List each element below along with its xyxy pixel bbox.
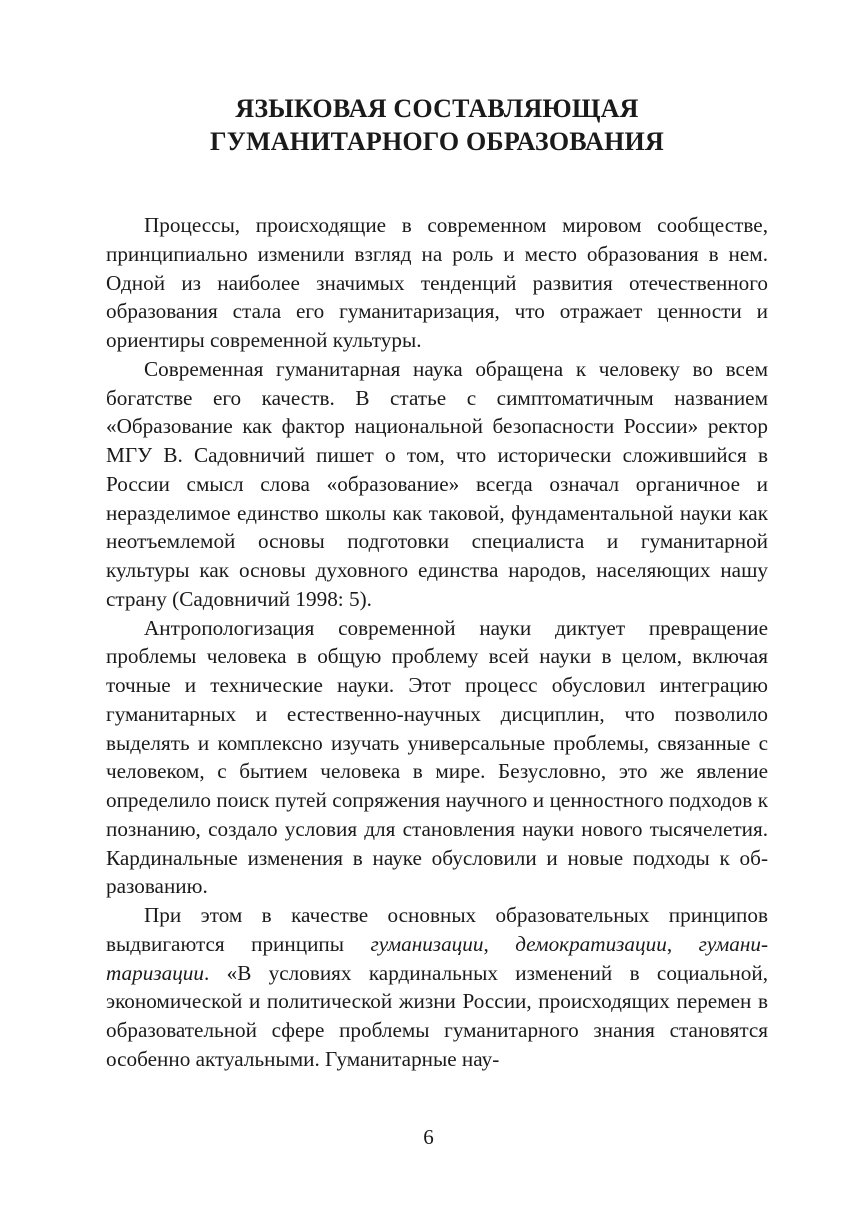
term-humanitarization: гуманитаризации	[106, 931, 768, 985]
term-humanization: гуманизации	[370, 931, 484, 956]
body-text	[106, 211, 768, 1074]
paragraph-2: Современная гуманитарная наука обращена к человеку во всем богатстве его качеств. В статье с симптоматичным названием «Образование как фактор национальной безопасности России» ректор МГУ В. Садовничий пишет о том, что исторически сложившийся в России смысл слова «образование» всегда означал органичное и неразделимое единство школы как таковой, фундаментальной науки как неотъемлемой основы подготовки специалиста и гуманитарной культуры как основы духовного единства народов, населяющих нашу страну (Садовничий 1998: 5).	[106, 356, 768, 611]
chapter-title-line-1: ЯЗЫКОВАЯ СОСТАВЛЯЮЩАЯ	[235, 94, 639, 123]
chapter-title-line-2: ГУМАНИТАРНОГО ОБРАЗОВАНИЯ	[210, 127, 664, 156]
paragraph-4	[106, 901, 768, 1074]
chapter-title	[106, 92, 768, 158]
paragraph-4-rest: . «В условиях кардинальных изменений в социальной, экономической и политической жизни России, происходящих перемен в образовательной сфере проблемы гуманитарного знания становятся особенно актуальными. Гуманитарные нау-	[106, 960, 768, 1071]
paragraph-3: Антропологизация современной науки диктует превращение проблемы человека в общую проблему всей науки в целом, включая точные и технические науки. Этот процесс обусловил интеграцию гуманитарных и естественно-научных дисциплин, что позволило выделять и комплексно изучать универсальные проблемы, связанные с человеком, с бытием человека в мире. Безусловно, это же явление определило поиск путей сопряжения научного и ценностного подходов к познанию, создало условия для становления науки нового тысячелетия. Кардинальные изменения в науке обусловили и новые подходы к образованию.	[106, 615, 768, 899]
term-separator: ,	[666, 931, 699, 956]
term-democratization: демократизации	[515, 931, 667, 956]
term-separator: ,	[483, 931, 516, 956]
paragraph-1: Процессы, происходящие в современном мировом сообществе, принципиально изменили взгляд на роль и место образования в нем. Одной из наиболее значимых тенденций развития отечественного образования стала его гуманитаризация, что отражает ценности и ориентиры современной культуры.	[106, 213, 768, 352]
page-number: 6	[423, 1125, 434, 1149]
page-content	[106, 92, 768, 1074]
paragraph-4-intro: При этом в качестве основных образовательных принципов выдвигаются принципы	[106, 903, 768, 956]
